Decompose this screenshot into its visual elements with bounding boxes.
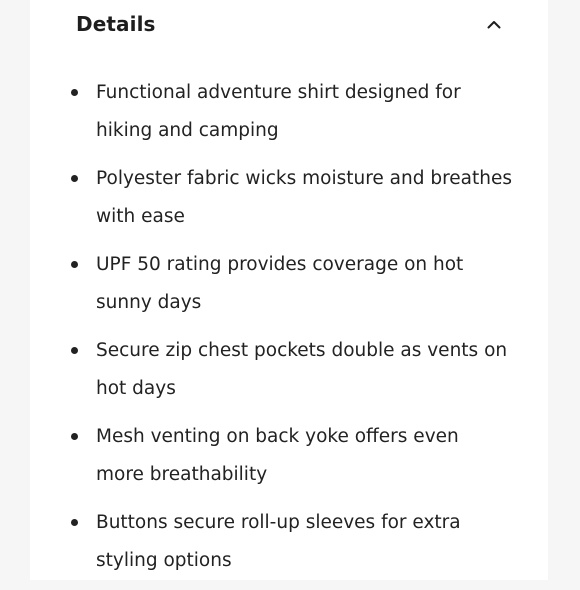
bullet-icon — [71, 175, 78, 182]
list-item-text: Mesh venting on back yoke offers even more breathability — [96, 426, 459, 485]
details-header[interactable] — [76, 0, 506, 48]
list-item-text: UPF 50 rating provides coverage on hot sunny days — [96, 254, 464, 313]
bullet-icon — [71, 261, 78, 268]
bullet-icon — [71, 433, 78, 440]
details-title: Details — [76, 12, 156, 36]
list-item-text: Buttons secure roll-up sleeves for extra styling options — [96, 512, 461, 571]
bullet-icon — [71, 519, 78, 526]
list-item-text: Polyester fabric wicks moisture and breathes with ease — [96, 168, 513, 227]
chevron-up-icon — [487, 20, 501, 29]
bullet-icon — [71, 89, 78, 96]
details-list — [30, 74, 512, 590]
list-item-text: Functional adventure shirt designed for hiking and camping — [96, 82, 461, 141]
list-item — [30, 74, 512, 150]
bullet-icon — [71, 347, 78, 354]
list-item — [30, 418, 512, 494]
details-panel — [30, 0, 548, 580]
list-item — [30, 504, 512, 580]
list-item — [30, 332, 512, 408]
list-item-text: Secure zip chest pockets double as vents on hot days — [96, 340, 508, 399]
list-item — [30, 160, 512, 236]
collapse-toggle-button[interactable] — [482, 12, 506, 36]
list-item — [30, 246, 512, 322]
